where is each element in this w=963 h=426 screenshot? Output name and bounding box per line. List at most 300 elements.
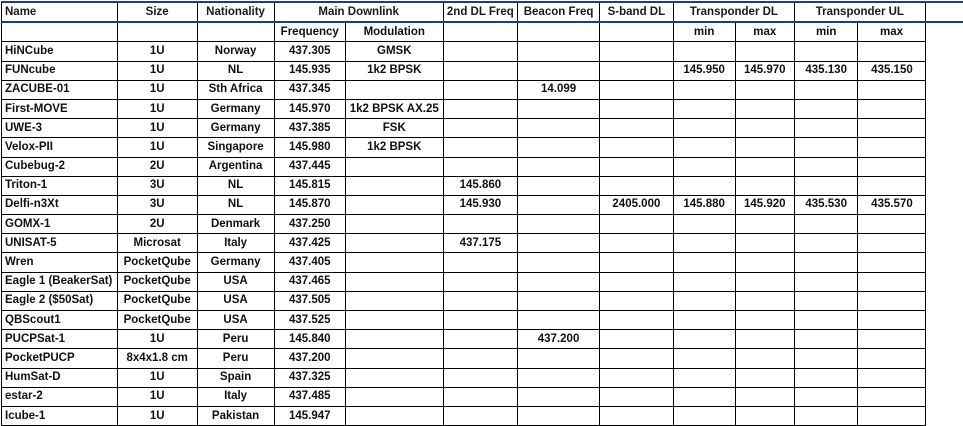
- table-row: [2, 291, 963, 310]
- cell-2nd-dl-freq: [443, 99, 518, 118]
- cell-transponder-ul-max: [858, 291, 925, 310]
- cell-transponder-ul-max: [858, 157, 925, 176]
- cell-frequency: 437.200: [274, 349, 345, 368]
- cell-nationality: Peru: [197, 349, 274, 368]
- cell-beacon-freq: 437.200: [518, 330, 600, 349]
- empty-cell: [925, 99, 963, 118]
- cell-transponder-dl-max: [735, 234, 794, 253]
- cell-2nd-dl-freq: [443, 157, 518, 176]
- cell-beacon-freq: [518, 368, 600, 387]
- table-row: [2, 61, 963, 80]
- cell-2nd-dl-freq: [443, 368, 518, 387]
- cell-transponder-ul-min: [794, 272, 857, 291]
- cell-size: PocketQube: [117, 291, 197, 310]
- table-row: [2, 311, 963, 330]
- cell-transponder-ul-max: [858, 387, 925, 406]
- cell-name: ZACUBE-01: [2, 80, 118, 99]
- cell-s-band-dl: [600, 311, 674, 330]
- empty-cell: [197, 22, 274, 42]
- cell-transponder-dl-min: [673, 368, 735, 387]
- cell-frequency: 145.947: [274, 406, 345, 425]
- table-row: [2, 42, 963, 61]
- cell-2nd-dl-freq: [443, 80, 518, 99]
- cell-2nd-dl-freq: [443, 272, 518, 291]
- cell-transponder-dl-min: [673, 119, 735, 138]
- cell-s-band-dl: [600, 291, 674, 310]
- cell-modulation: [345, 330, 443, 349]
- cell-transponder-dl-min: [673, 157, 735, 176]
- header-2nd-dl-freq: 2nd DL Freq: [443, 2, 518, 22]
- cell-transponder-ul-max: [858, 215, 925, 234]
- cell-transponder-dl-min: [673, 215, 735, 234]
- empty-cell: [925, 22, 963, 42]
- cell-s-band-dl: [600, 330, 674, 349]
- cell-transponder-ul-max: [858, 311, 925, 330]
- cell-frequency: 437.485: [274, 387, 345, 406]
- cell-s-band-dl: [600, 119, 674, 138]
- table-row: [2, 368, 963, 387]
- cell-transponder-ul-max: [858, 234, 925, 253]
- cell-2nd-dl-freq: 145.860: [443, 176, 518, 195]
- cell-s-band-dl: [600, 406, 674, 425]
- subheader-transponder-ul-max: max: [858, 22, 925, 42]
- cell-name: PocketPUCP: [2, 349, 118, 368]
- header-transponder-dl: Transponder DL: [673, 2, 794, 22]
- cell-transponder-ul-max: [858, 368, 925, 387]
- empty-cell: [925, 272, 963, 291]
- empty-cell: [925, 157, 963, 176]
- cell-name: GOMX-1: [2, 215, 118, 234]
- cell-s-band-dl: [600, 157, 674, 176]
- cell-size: 3U: [117, 195, 197, 214]
- cell-name: Cubebug-2: [2, 157, 118, 176]
- cell-frequency: 145.970: [274, 99, 345, 118]
- cell-transponder-ul-min: 435.530: [794, 195, 857, 214]
- cell-modulation: [345, 311, 443, 330]
- cell-modulation: [345, 272, 443, 291]
- empty-cell: [925, 176, 963, 195]
- cell-beacon-freq: [518, 387, 600, 406]
- cell-2nd-dl-freq: [443, 253, 518, 272]
- cell-size: 1U: [117, 406, 197, 425]
- cell-modulation: [345, 176, 443, 195]
- cell-beacon-freq: [518, 138, 600, 157]
- cell-transponder-ul-min: [794, 330, 857, 349]
- cell-transponder-dl-min: [673, 80, 735, 99]
- cell-name: Eagle 1 (BeakerSat): [2, 272, 118, 291]
- cell-beacon-freq: [518, 157, 600, 176]
- cell-transponder-ul-max: 435.150: [858, 61, 925, 80]
- cell-modulation: [345, 291, 443, 310]
- table-row: [2, 330, 963, 349]
- cell-2nd-dl-freq: [443, 311, 518, 330]
- cell-name: QBScout1: [2, 311, 118, 330]
- cell-frequency: 145.935: [274, 61, 345, 80]
- header-main-downlink: Main Downlink: [274, 2, 443, 22]
- cell-transponder-dl-max: [735, 253, 794, 272]
- empty-cell: [925, 2, 963, 22]
- cell-modulation: GMSK: [345, 42, 443, 61]
- cell-frequency: 145.870: [274, 195, 345, 214]
- empty-cell: [117, 22, 197, 42]
- cell-transponder-dl-min: [673, 138, 735, 157]
- cell-beacon-freq: [518, 234, 600, 253]
- empty-cell: [925, 387, 963, 406]
- empty-cell: [925, 80, 963, 99]
- cell-s-band-dl: [600, 215, 674, 234]
- cell-transponder-dl-max: 145.920: [735, 195, 794, 214]
- empty-cell: [925, 234, 963, 253]
- table-row: [2, 157, 963, 176]
- cell-size: PocketQube: [117, 311, 197, 330]
- cell-name: estar-2: [2, 387, 118, 406]
- cell-name: PUCPSat-1: [2, 330, 118, 349]
- header-size: Size: [117, 2, 197, 22]
- cell-transponder-ul-min: [794, 99, 857, 118]
- cell-size: 1U: [117, 387, 197, 406]
- cell-transponder-ul-max: [858, 80, 925, 99]
- cell-transponder-dl-max: [735, 406, 794, 425]
- cell-frequency: 437.445: [274, 157, 345, 176]
- cell-name: Velox-PII: [2, 138, 118, 157]
- cell-modulation: [345, 195, 443, 214]
- cell-transponder-ul-max: [858, 406, 925, 425]
- cell-transponder-dl-max: [735, 349, 794, 368]
- cell-transponder-dl-max: [735, 215, 794, 234]
- subheader-frequency: Frequency: [274, 22, 345, 42]
- cell-size: 1U: [117, 61, 197, 80]
- cell-size: PocketQube: [117, 253, 197, 272]
- cell-transponder-ul-max: [858, 42, 925, 61]
- cell-transponder-dl-max: [735, 99, 794, 118]
- cell-modulation: [345, 406, 443, 425]
- cell-s-band-dl: [600, 61, 674, 80]
- cell-transponder-dl-max: [735, 272, 794, 291]
- cell-size: 2U: [117, 215, 197, 234]
- cell-s-band-dl: [600, 99, 674, 118]
- table-row: [2, 215, 963, 234]
- cell-2nd-dl-freq: [443, 61, 518, 80]
- cell-modulation: [345, 80, 443, 99]
- header-beacon-freq: Beacon Freq: [518, 2, 600, 22]
- header-row: [2, 2, 963, 22]
- cell-beacon-freq: [518, 42, 600, 61]
- cell-modulation: [345, 215, 443, 234]
- cell-size: 1U: [117, 42, 197, 61]
- subheader-transponder-ul-min: min: [794, 22, 857, 42]
- cell-modulation: 1k2 BPSK AX.25: [345, 99, 443, 118]
- cell-frequency: 437.305: [274, 42, 345, 61]
- cell-transponder-ul-min: 435.130: [794, 61, 857, 80]
- empty-cell: [518, 22, 600, 42]
- cell-size: 1U: [117, 119, 197, 138]
- cell-frequency: 145.815: [274, 176, 345, 195]
- cell-frequency: 145.980: [274, 138, 345, 157]
- cell-beacon-freq: [518, 99, 600, 118]
- cell-s-band-dl: [600, 253, 674, 272]
- cell-nationality: Singapore: [197, 138, 274, 157]
- table-row: [2, 138, 963, 157]
- cell-transponder-ul-min: [794, 157, 857, 176]
- empty-cell: [2, 22, 118, 42]
- table-row: [2, 176, 963, 195]
- cell-transponder-ul-min: [794, 349, 857, 368]
- cell-beacon-freq: [518, 253, 600, 272]
- cell-name: Triton-1: [2, 176, 118, 195]
- cell-transponder-dl-max: 145.970: [735, 61, 794, 80]
- cell-frequency: 145.840: [274, 330, 345, 349]
- cell-nationality: Germany: [197, 119, 274, 138]
- cell-2nd-dl-freq: 145.930: [443, 195, 518, 214]
- table-row: [2, 349, 963, 368]
- cell-beacon-freq: [518, 272, 600, 291]
- cell-nationality: NL: [197, 176, 274, 195]
- cell-name: Delfi-n3Xt: [2, 195, 118, 214]
- cell-beacon-freq: [518, 61, 600, 80]
- cell-beacon-freq: [518, 119, 600, 138]
- table-row: [2, 119, 963, 138]
- cell-frequency: 437.505: [274, 291, 345, 310]
- cell-name: Wren: [2, 253, 118, 272]
- cell-s-band-dl: [600, 349, 674, 368]
- cell-transponder-ul-max: [858, 330, 925, 349]
- cell-transponder-dl-max: [735, 42, 794, 61]
- cell-2nd-dl-freq: [443, 138, 518, 157]
- empty-cell: [925, 215, 963, 234]
- table-row: [2, 387, 963, 406]
- cell-transponder-dl-max: [735, 330, 794, 349]
- cell-transponder-ul-min: [794, 406, 857, 425]
- cell-frequency: 437.385: [274, 119, 345, 138]
- cell-beacon-freq: [518, 349, 600, 368]
- cell-frequency: 437.465: [274, 272, 345, 291]
- cell-name: FUNcube: [2, 61, 118, 80]
- empty-cell: [925, 368, 963, 387]
- cell-beacon-freq: 14.099: [518, 80, 600, 99]
- empty-cell: [925, 406, 963, 425]
- cell-beacon-freq: [518, 176, 600, 195]
- cell-modulation: 1k2 BPSK: [345, 138, 443, 157]
- empty-cell: [925, 138, 963, 157]
- cell-transponder-dl-min: [673, 234, 735, 253]
- table-row: [2, 272, 963, 291]
- table-row: [2, 406, 963, 425]
- cell-transponder-ul-min: [794, 291, 857, 310]
- cell-s-band-dl: [600, 387, 674, 406]
- cell-size: 1U: [117, 368, 197, 387]
- cell-nationality: NL: [197, 195, 274, 214]
- cell-transponder-dl-max: [735, 291, 794, 310]
- table-row: [2, 80, 963, 99]
- cell-transponder-dl-min: [673, 349, 735, 368]
- cell-name: First-MOVE: [2, 99, 118, 118]
- satellite-frequency-table: [1, 1, 963, 426]
- cell-nationality: Peru: [197, 330, 274, 349]
- cell-transponder-ul-max: [858, 138, 925, 157]
- empty-cell: [925, 253, 963, 272]
- cell-nationality: Germany: [197, 253, 274, 272]
- cell-2nd-dl-freq: [443, 119, 518, 138]
- cell-size: PocketQube: [117, 272, 197, 291]
- cell-frequency: 437.325: [274, 368, 345, 387]
- cell-transponder-dl-min: [673, 406, 735, 425]
- empty-cell: [925, 330, 963, 349]
- subheader-transponder-dl-min: min: [673, 22, 735, 42]
- cell-size: 1U: [117, 330, 197, 349]
- cell-2nd-dl-freq: [443, 215, 518, 234]
- cell-transponder-dl-max: [735, 176, 794, 195]
- cell-beacon-freq: [518, 291, 600, 310]
- cell-s-band-dl: [600, 176, 674, 195]
- empty-cell: [600, 22, 674, 42]
- cell-modulation: 1k2 BPSK: [345, 61, 443, 80]
- cell-frequency: 437.405: [274, 253, 345, 272]
- empty-cell: [925, 291, 963, 310]
- cell-frequency: 437.250: [274, 215, 345, 234]
- cell-name: UNISAT-5: [2, 234, 118, 253]
- cell-nationality: Norway: [197, 42, 274, 61]
- cell-transponder-ul-max: [858, 349, 925, 368]
- cell-modulation: [345, 253, 443, 272]
- cell-nationality: Argentina: [197, 157, 274, 176]
- cell-frequency: 437.345: [274, 80, 345, 99]
- cell-transponder-ul-min: [794, 215, 857, 234]
- cell-transponder-dl-min: [673, 176, 735, 195]
- cell-name: UWE-3: [2, 119, 118, 138]
- empty-cell: [925, 42, 963, 61]
- cell-transponder-ul-min: [794, 234, 857, 253]
- cell-transponder-dl-max: [735, 368, 794, 387]
- cell-beacon-freq: [518, 311, 600, 330]
- cell-2nd-dl-freq: [443, 330, 518, 349]
- cell-size: 2U: [117, 157, 197, 176]
- cell-size: 3U: [117, 176, 197, 195]
- cell-2nd-dl-freq: 437.175: [443, 234, 518, 253]
- cell-transponder-ul-min: [794, 42, 857, 61]
- cell-nationality: Spain: [197, 368, 274, 387]
- table-row: [2, 195, 963, 214]
- cell-transponder-dl-max: [735, 138, 794, 157]
- cell-transponder-ul-min: [794, 311, 857, 330]
- cell-beacon-freq: [518, 215, 600, 234]
- cell-size: 1U: [117, 99, 197, 118]
- cell-transponder-dl-min: 145.950: [673, 61, 735, 80]
- cell-nationality: Sth Africa: [197, 80, 274, 99]
- cell-transponder-dl-max: [735, 387, 794, 406]
- cell-transponder-dl-min: 145.880: [673, 195, 735, 214]
- cell-transponder-ul-min: [794, 253, 857, 272]
- cell-2nd-dl-freq: [443, 387, 518, 406]
- cell-transponder-ul-max: [858, 119, 925, 138]
- table-row: [2, 99, 963, 118]
- cell-name: HiNCube: [2, 42, 118, 61]
- empty-cell: [925, 195, 963, 214]
- cell-transponder-dl-min: [673, 253, 735, 272]
- cell-beacon-freq: [518, 195, 600, 214]
- cell-modulation: FSK: [345, 119, 443, 138]
- cell-name: Eagle 2 ($50Sat): [2, 291, 118, 310]
- subheader-row: [2, 22, 963, 42]
- cell-nationality: Italy: [197, 387, 274, 406]
- cell-transponder-ul-min: [794, 138, 857, 157]
- cell-modulation: [345, 234, 443, 253]
- cell-2nd-dl-freq: [443, 291, 518, 310]
- cell-transponder-ul-max: 435.570: [858, 195, 925, 214]
- header-nationality: Nationality: [197, 2, 274, 22]
- cell-transponder-ul-min: [794, 176, 857, 195]
- cell-s-band-dl: [600, 368, 674, 387]
- cell-transponder-ul-max: [858, 99, 925, 118]
- cell-modulation: [345, 157, 443, 176]
- cell-s-band-dl: [600, 138, 674, 157]
- empty-cell: [925, 311, 963, 330]
- cell-transponder-dl-min: [673, 272, 735, 291]
- table-row: [2, 253, 963, 272]
- cell-transponder-dl-min: [673, 42, 735, 61]
- cell-transponder-ul-min: [794, 387, 857, 406]
- cell-nationality: Germany: [197, 99, 274, 118]
- subheader-transponder-dl-max: max: [735, 22, 794, 42]
- cell-transponder-ul-min: [794, 368, 857, 387]
- header-name: Name: [2, 2, 118, 22]
- subheader-modulation: Modulation: [345, 22, 443, 42]
- cell-transponder-ul-min: [794, 80, 857, 99]
- cell-s-band-dl: 2405.000: [600, 195, 674, 214]
- cell-s-band-dl: [600, 272, 674, 291]
- cell-modulation: [345, 349, 443, 368]
- cell-beacon-freq: [518, 406, 600, 425]
- cell-transponder-dl-min: [673, 387, 735, 406]
- cell-s-band-dl: [600, 42, 674, 61]
- cell-modulation: [345, 387, 443, 406]
- empty-cell: [925, 119, 963, 138]
- cell-transponder-ul-min: [794, 119, 857, 138]
- cell-transponder-dl-max: [735, 119, 794, 138]
- cell-2nd-dl-freq: [443, 406, 518, 425]
- cell-transponder-dl-max: [735, 311, 794, 330]
- cell-transponder-dl-min: [673, 291, 735, 310]
- cell-transponder-ul-max: [858, 272, 925, 291]
- empty-cell: [443, 22, 518, 42]
- cell-s-band-dl: [600, 234, 674, 253]
- cell-size: 8x4x1.8 cm: [117, 349, 197, 368]
- cell-transponder-ul-max: [858, 176, 925, 195]
- cell-transponder-dl-max: [735, 80, 794, 99]
- cell-nationality: USA: [197, 311, 274, 330]
- empty-cell: [925, 61, 963, 80]
- cell-size: Microsat: [117, 234, 197, 253]
- cell-nationality: Denmark: [197, 215, 274, 234]
- cell-name: HumSat-D: [2, 368, 118, 387]
- cell-s-band-dl: [600, 80, 674, 99]
- cell-modulation: [345, 368, 443, 387]
- cell-nationality: USA: [197, 272, 274, 291]
- empty-cell: [925, 349, 963, 368]
- header-transponder-ul: Transponder UL: [794, 2, 925, 22]
- cell-transponder-dl-min: [673, 311, 735, 330]
- cell-frequency: 437.425: [274, 234, 345, 253]
- cell-2nd-dl-freq: [443, 349, 518, 368]
- cell-nationality: NL: [197, 61, 274, 80]
- header-s-band-dl: S-band DL: [600, 2, 674, 22]
- cell-transponder-ul-max: [858, 253, 925, 272]
- cell-2nd-dl-freq: [443, 42, 518, 61]
- cell-nationality: Pakistan: [197, 406, 274, 425]
- cell-size: 1U: [117, 80, 197, 99]
- table-row: [2, 234, 963, 253]
- cell-frequency: 437.525: [274, 311, 345, 330]
- cell-transponder-dl-min: [673, 330, 735, 349]
